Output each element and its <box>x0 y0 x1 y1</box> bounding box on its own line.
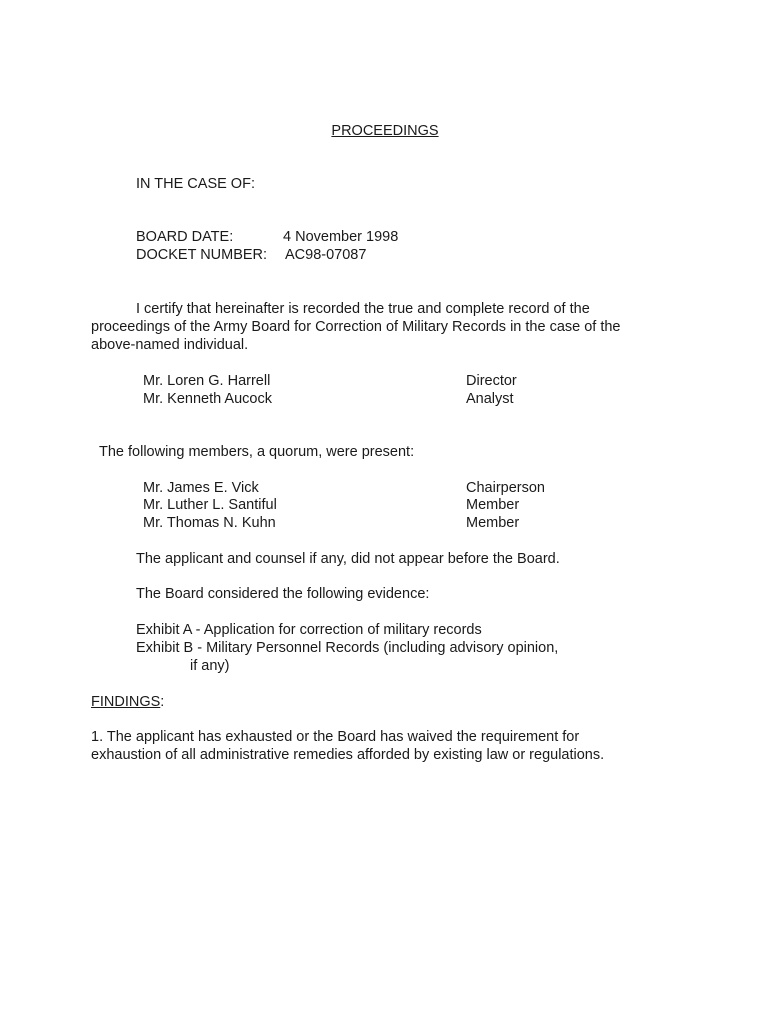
appearance-statement: The applicant and counsel if any, did not appear before the Board. <box>136 551 560 567</box>
board-date-value: 4 November 1998 <box>283 229 399 245</box>
member-role: Member <box>466 515 520 531</box>
member-name: Mr. Luther L. Santiful <box>143 497 277 513</box>
findings-heading-text: FINDINGS <box>91 694 161 710</box>
quorum-statement: The following members, a quorum, were present: <box>99 444 415 460</box>
findings-heading <box>91 693 164 711</box>
exhibit-a: Exhibit A - Application for correction of military records <box>136 622 482 638</box>
staff-name: Mr. Kenneth Aucock <box>143 391 272 407</box>
staff-role: Director <box>466 373 517 389</box>
page-title: PROCEEDINGS <box>331 123 439 139</box>
member-name: Mr. James E. Vick <box>143 480 259 496</box>
exhibit-b: Exhibit B - Military Personnel Records (including advisory opinion, <box>136 640 559 656</box>
docket-number-value: AC98-07087 <box>285 247 367 263</box>
case-label: IN THE CASE OF: <box>136 176 255 192</box>
evidence-statement: The Board considered the following evidence: <box>136 586 430 602</box>
member-role: Member <box>466 497 520 513</box>
certification-paragraph: I certify that hereinafter is recorded the true and complete record of the proceedings of the Army Board for Correction of Military Records in the case of the above-named individual. <box>91 301 621 353</box>
staff-role: Analyst <box>466 391 514 407</box>
docket-number-label: DOCKET NUMBER: <box>136 247 268 263</box>
finding-1: 1. The applicant has exhausted or the Board has waived the requirement for exhaustion of all administrative remedies afforded by existing law or regulations. <box>91 729 605 763</box>
board-date-label: BOARD DATE: <box>136 229 234 245</box>
exhibit-b-continuation: if any) <box>190 658 230 674</box>
staff-name: Mr. Loren G. Harrell <box>143 373 271 389</box>
member-name: Mr. Thomas N. Kuhn <box>143 515 276 531</box>
member-role: Chairperson <box>466 480 545 496</box>
findings-colon: : <box>160 694 165 710</box>
